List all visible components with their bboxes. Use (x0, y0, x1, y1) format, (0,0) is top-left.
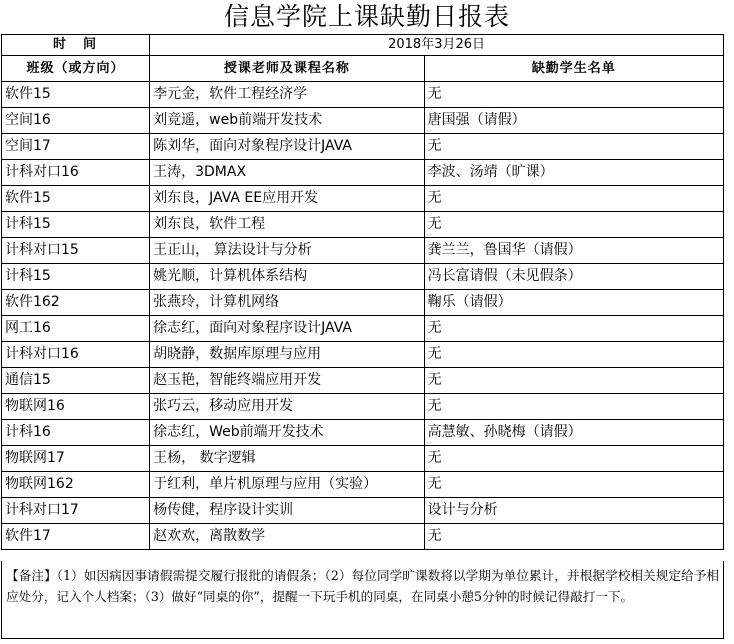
absent-cell: 龚兰兰，鲁国华（请假） (424, 238, 723, 264)
absent-cell: 无 (424, 524, 723, 550)
table-row (2, 82, 724, 108)
course-cell: 刘东良，软件工程 (150, 212, 425, 238)
course-cell: 王涛，3DMAX (150, 160, 425, 186)
table-body (2, 35, 724, 550)
attendance-table (1, 34, 724, 550)
table-row (2, 134, 724, 160)
class-cell: 空间16 (2, 108, 150, 134)
course-cell: 徐志红，面向对象程序设计JAVA (150, 316, 425, 342)
absent-cell: 无 (424, 316, 723, 342)
absent-cell: 鞠乐（请假） (424, 290, 723, 316)
class-cell: 计科16 (2, 420, 150, 446)
class-cell: 计科15 (2, 212, 150, 238)
course-cell: 李元金，软件工程经济学 (150, 82, 425, 108)
header-teacher-course: 授课老师及课程名称 (150, 56, 425, 82)
time-label: 时 间 (2, 35, 150, 56)
absent-cell: 无 (424, 82, 723, 108)
absent-cell: 无 (424, 342, 723, 368)
course-cell: 张巧云，移动应用开发 (150, 394, 425, 420)
class-cell: 软件17 (2, 524, 150, 550)
header-row (2, 56, 724, 82)
table-row (2, 472, 724, 498)
absent-cell: 无 (424, 186, 723, 212)
class-cell: 计科对口17 (2, 498, 150, 524)
table-row (2, 394, 724, 420)
header-class: 班级（或方向） (2, 56, 150, 82)
absent-cell: 无 (424, 134, 723, 160)
course-cell: 姚光顺，计算机体系结构 (150, 264, 425, 290)
table-row (2, 186, 724, 212)
table-row (2, 108, 724, 134)
absent-cell: 无 (424, 446, 723, 472)
table-row (2, 524, 724, 550)
course-cell: 王杨， 数字逻辑 (150, 446, 425, 472)
table-row (2, 264, 724, 290)
class-cell: 物联网17 (2, 446, 150, 472)
class-cell: 物联网162 (2, 472, 150, 498)
table-row (2, 212, 724, 238)
absent-cell: 无 (424, 472, 723, 498)
header-absent-students: 缺勤学生名单 (424, 56, 723, 82)
course-cell: 徐志红，Web前端开发技术 (150, 420, 425, 446)
time-row (2, 35, 724, 56)
course-cell: 于红利，单片机原理与应用（实验） (150, 472, 425, 498)
class-cell: 计科15 (2, 264, 150, 290)
class-cell: 软件15 (2, 186, 150, 212)
absent-cell: 唐国强（请假） (424, 108, 723, 134)
course-cell: 刘竞遥，web前端开发技术 (150, 108, 425, 134)
class-cell: 计科对口16 (2, 160, 150, 186)
course-cell: 杨传健，程序设计实训 (150, 498, 425, 524)
absent-cell: 冯长富请假（未见假条） (424, 264, 723, 290)
course-cell: 刘东良，JAVA EE应用开发 (150, 186, 425, 212)
report-date: 2018年3月26日 (150, 35, 724, 56)
table-row (2, 238, 724, 264)
class-cell: 计科对口16 (2, 342, 150, 368)
absent-cell: 李波、汤靖（旷课） (424, 160, 723, 186)
table-row (2, 342, 724, 368)
class-cell: 网工16 (2, 316, 150, 342)
course-cell: 赵欢欢，离散数学 (150, 524, 425, 550)
class-cell: 通信15 (2, 368, 150, 394)
absent-cell: 无 (424, 212, 723, 238)
class-cell: 软件15 (2, 82, 150, 108)
table-row (2, 316, 724, 342)
course-cell: 胡晓静，数据库原理与应用 (150, 342, 425, 368)
table-row (2, 368, 724, 394)
remarks-note: 【备注】（1）如因病因事请假需提交履行报批的请假条；（2）每位同学旷课数将以学期为单位累计，并根据学校相关规定给予相应处分，记入个人档案；（3）做好“同桌的你”，提醒一下玩手机的同桌，在同桌小憩5分钟的时候记得敲打一下。 (1, 561, 724, 639)
course-cell: 陈刘华，面向对象程序设计JAVA (150, 134, 425, 160)
class-cell: 软件162 (2, 290, 150, 316)
absent-cell: 高慧敏、孙晓梅（请假） (424, 420, 723, 446)
class-cell: 计科对口15 (2, 238, 150, 264)
table-row (2, 498, 724, 524)
class-cell: 物联网16 (2, 394, 150, 420)
course-cell: 赵玉艳，智能终端应用开发 (150, 368, 425, 394)
course-cell: 王正山， 算法设计与分析 (150, 238, 425, 264)
course-cell: 张燕玲，计算机网络 (150, 290, 425, 316)
table-row (2, 420, 724, 446)
table-row (2, 446, 724, 472)
table-row (2, 160, 724, 186)
absent-cell: 无 (424, 368, 723, 394)
class-cell: 空间17 (2, 134, 150, 160)
report-title: 信息学院上课缺勤日报表 (223, 2, 510, 31)
table-row (2, 290, 724, 316)
absent-cell: 无 (424, 394, 723, 420)
absent-cell: 设计与分析 (424, 498, 723, 524)
